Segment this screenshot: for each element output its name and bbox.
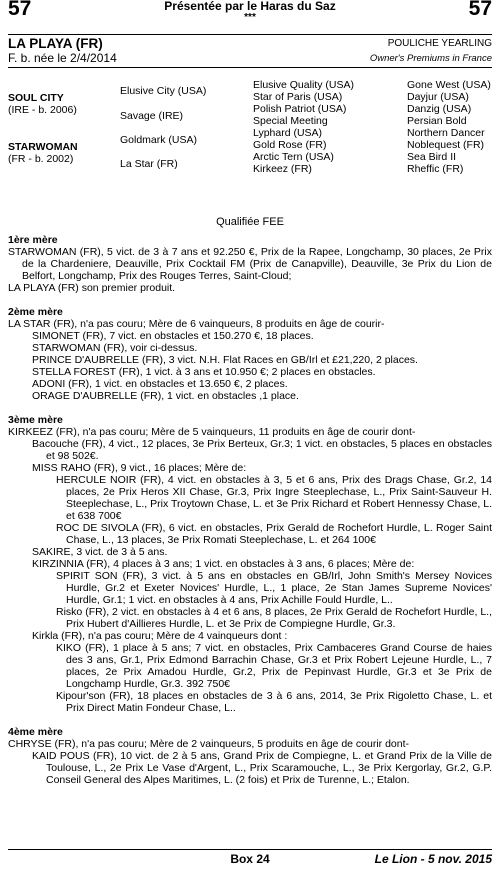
box-number: Box 24 (230, 852, 270, 866)
pedigree-gen4: Gone West (USA) (407, 79, 491, 91)
pedigree-gen3: Star of Paris (USA) (253, 91, 343, 103)
family-entry: Kipour'son (FR), 18 places en obstacles de 3 à 6 ans, 2014, 3e Prix Rigoletto Chase, L. et Prix Direct Matin Fondeur Chase, L.. (56, 690, 492, 714)
generation-heading: 1ère mère (8, 234, 58, 246)
family-entry: KIKO (FR), 1 place à 5 ans; 7 vict. en obstacles, Prix Cambaceres Grand Course de haies des 3 ans, Gr.1, Prix Edmond Barrachin Chase, Gr.3 et Prix Robert Lejeune Hurdle, L., 7 places, 2e Prix Amadou Hurdle, Gr.2, Prix de Pepinvast Hurdle, Gr.3 et 3e Prix de Longchamp Hurdle, Gr.3. 392 750€ (56, 642, 492, 690)
family-entry: Risko (FR), 2 vict. en obstacles à 4 et 6 ans, 8 places, 2e Prix Gerald de Rochefort Hurdle, L., Prix Hubert d'Aillieres Hurdle, L. et 3e Prix de Compiegne Hurdle, Gr.3. (56, 606, 492, 630)
pedigree-gen2: Goldmark (USA) (120, 134, 198, 146)
horse-name: LA PLAYA (FR) (8, 36, 103, 51)
pedigree-gen3: Arctic Tern (USA) (253, 151, 334, 163)
horse-birth: F. b. née le 2/4/2014 (8, 51, 117, 65)
dam-name: STARWOMAN (8, 141, 78, 153)
generation-heading: 4ème mère (8, 726, 63, 738)
owner-premiums-note: Owner's Premiums in France (369, 53, 492, 64)
family-section (8, 234, 492, 786)
lot-number-left: 57 (8, 0, 32, 20)
page-header (0, 0, 500, 30)
pedigree-gen3: Polish Patriot (USA) (253, 103, 347, 115)
pedigree-gen4: Persian Bold (407, 115, 467, 127)
presenter-line: Présentée par le Haras du Saz (164, 0, 336, 13)
pedigree-gen4: Sea Bird II (407, 151, 457, 163)
pedigree-gen2: La Star (FR) (120, 158, 178, 170)
family-entry: STARWOMAN (FR), voir ci-dessus. (32, 342, 198, 354)
family-entry: KIRKEEZ (FR), n'a pas couru; Mère de 5 vainqueurs, 11 produits en âge de courir dont- (8, 426, 416, 438)
family-entry: Bacouche (FR), 4 vict., 12 places, 3e Prix Berteux, Gr.3; 1 vict. en obstacles, 5 places en obstacles et 98 502€. (32, 438, 492, 462)
family-entry: KIRZINNIA (FR), 4 places à 3 ans; 1 vict. en obstacles à 3 ans, 6 places; Mère de: (32, 558, 415, 570)
pedigree-gen3: Elusive Quality (USA) (253, 79, 354, 91)
pedigree-gen4: Noblequest (FR) (407, 139, 485, 151)
pedigree-gen4: Danzig (USA) (407, 103, 472, 115)
family-entry: STARWOMAN (FR), 5 vict. de 3 à 7 ans et 92.250 €, Prix de la Rapee, Longchamp, 30 places, 2e Prix de la Chardeniere, Deauville, Prix Cocktail FM (Prix de Canapville), Deauville, 3e Prix du Lion de Belfort, Longchamp, Prix des Rouges Terres, Saint-Cloud; (8, 246, 492, 282)
generation-heading: 2ème mère (8, 306, 63, 318)
pedigree-rule (8, 67, 492, 68)
page-footer (0, 852, 500, 868)
family-entry: SAKIRE, 3 vict. de 3 à 5 ans. (32, 546, 168, 558)
pedigree-gen3: Lyphard (USA) (253, 127, 323, 139)
family-entry: HERCULE NOIR (FR), 4 vict. en obstacles à 3, 5 et 6 ans, Prix des Drags Chase, Gr.2, 14 places, 2e Prix Heros XII Chase, Gr.3, Prix Ingre Steeplechase, L., Prix Saint-Sauveur H. Steeplechase, L., Prix Troytown Chase, L. et 3e Prix Richard et Robert Hennessy Chase, L. et 638 700€ (56, 474, 492, 522)
family-entry: ROC DE SIVOLA (FR), 6 vict. en obstacles, Prix Gerald de Rochefort Hurdle, L. Roger Saint Chase, L., 13 places, 3e Prix Romati Steeplechase, L. et 264 100€ (56, 522, 492, 546)
family-entry: CHRYSE (FR), n'a pas couru; Mère de 2 vainqueurs, 5 produits en âge de courir dont- (8, 738, 410, 750)
lot-number-right: 57 (468, 0, 492, 20)
family-entry: PRINCE D'AUBRELLE (FR), 3 vict. N.H. Flat Races en GB/Irl et £21,220, 2 places. (32, 354, 418, 366)
footer-rule (8, 849, 492, 850)
sale-info: Le Lion - 5 nov. 2015 (374, 852, 492, 866)
horse-category: POULICHE YEARLING (387, 38, 492, 49)
family-entry: KAID POUS (FR), 10 vict. de 2 à 5 ans, Grand Prix de Compiegne, L. et Grand Prix de la Ville de Toulouse, L., 2e Prix Le Vase d'Argent, L., Prix Scaramouche, L., 3e Prix Kergorlay, Gr.2, G.P. Conseil General des Alpes Maritimes, L. (2 fois) et Prix de Turenne, L.; Etalon. (32, 750, 492, 786)
pedigree-gen4: Rheffic (FR) (407, 163, 464, 175)
family-entry: SIMONET (FR), 7 vict. en obstacles et 150.270 €, 18 places. (32, 330, 314, 342)
pedigree-gen4: Northern Dancer (407, 127, 485, 139)
family-entry: LA PLAYA (FR) son premier produit. (8, 282, 176, 294)
family-entry: Kirkla (FR), n'a pas couru; Mère de 4 vainqueurs dont : (32, 630, 288, 642)
family-entry: ORAGE D'AUBRELLE (FR), 1 vict. en obstacles ,1 place. (32, 390, 299, 402)
stars-mark: *** (244, 12, 256, 23)
pedigree-gen2: Savage (IRE) (120, 110, 184, 122)
family-entry: ADONI (FR), 1 vict. en obstacles et 13.650 €, 2 places. (32, 378, 288, 390)
header-rule (8, 34, 492, 35)
pedigree-gen3: Kirkeez (FR) (253, 163, 312, 175)
qualification-note: Qualifiée FEE (216, 216, 284, 228)
pedigree-gen2: Elusive City (USA) (120, 85, 207, 97)
pedigree-gen3: Special Meeting (253, 115, 328, 127)
generation-heading: 3ème mère (8, 414, 63, 426)
pedigree-gen4: Dayjur (USA) (407, 91, 469, 103)
sire-info: (IRE - b. 2006) (8, 104, 77, 116)
sire-name: SOUL CITY (8, 92, 64, 104)
family-entry: SPIRIT SON (FR), 3 vict. à 5 ans en obstacles en GB/Irl, John Smith's Mersey Novices Hurdle, Gr.2 et Exeter Novices' Hurdle, L., 1 place, 2e Stan James Supreme Novices' Hurdle, Gr.1; 1 vict. en obstacles à 4 ans, Prix Achille Fould Hurdle, L.. (56, 570, 492, 606)
family-entry: LA STAR (FR), n'a pas couru; Mère de 6 vainqueurs, 8 produits en âge de courir- (8, 318, 385, 330)
pedigree-gen3: Gold Rose (FR) (253, 139, 327, 151)
dam-info: (FR - b. 2002) (8, 153, 74, 165)
family-entry: STELLA FOREST (FR), 1 vict. à 3 ans et 10.950 €; 2 places en obstacles. (32, 366, 376, 378)
family-entry: MISS RAHO (FR), 9 vict., 16 places; Mère de: (32, 462, 247, 474)
